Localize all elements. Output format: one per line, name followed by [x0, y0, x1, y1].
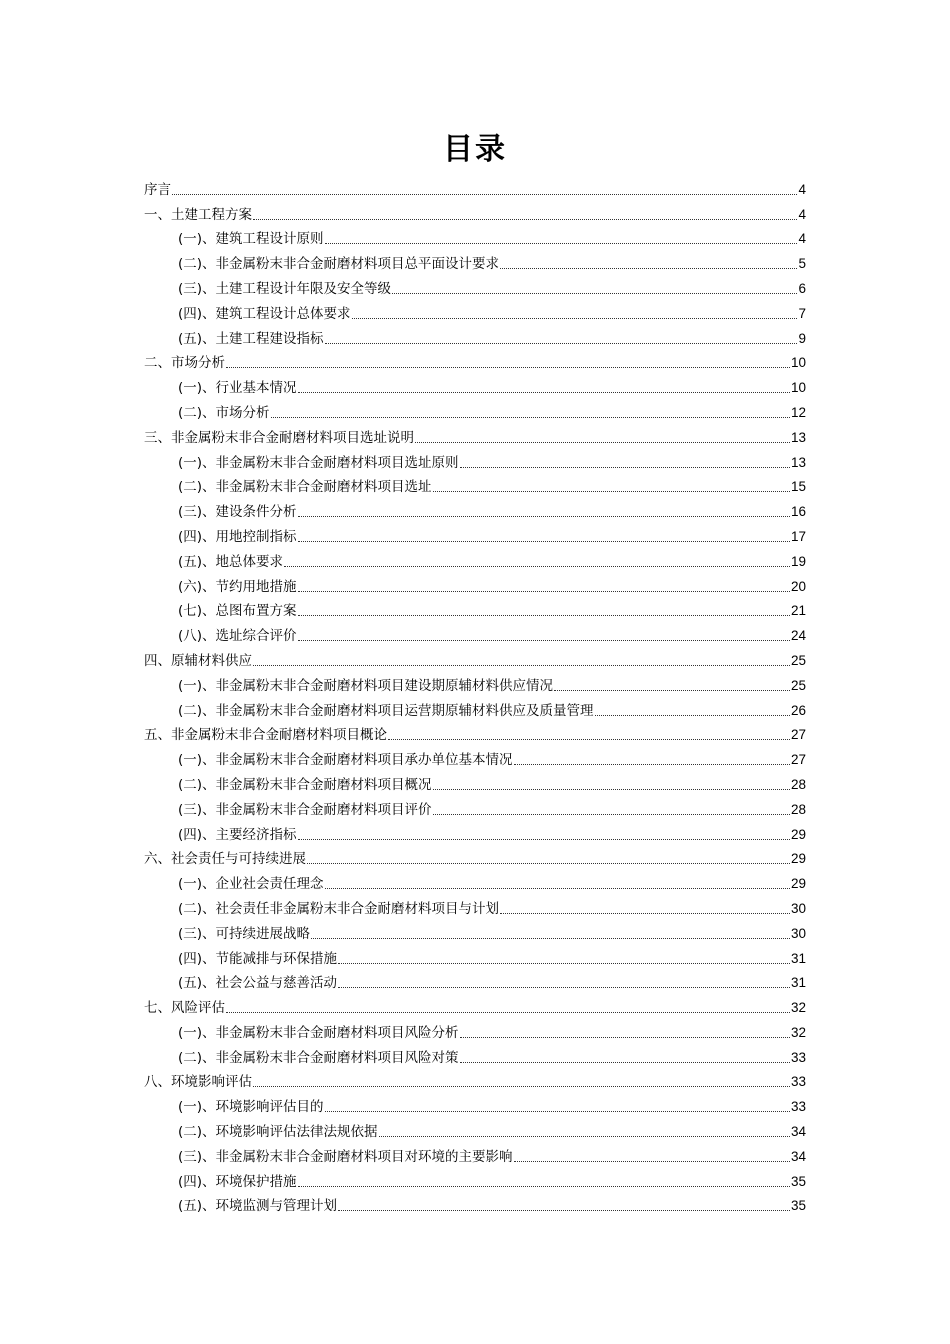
toc-entry-text: 八、环境影响评估 — [144, 1074, 252, 1091]
toc-entry-page-number: 13 — [790, 429, 806, 445]
toc-entry-text: (六)、节约用地措施 — [178, 578, 297, 595]
toc-entry-page-number: 4 — [798, 231, 806, 247]
toc-entry-text: (二)、非金属粉末非合金耐磨材料项目风险对策 — [178, 1049, 459, 1066]
toc-entry[interactable] — [144, 645, 806, 670]
toc-entry-page-number: 33 — [790, 1074, 806, 1090]
toc-dot-leader — [298, 590, 790, 592]
toc-dot-leader — [392, 292, 797, 294]
toc-entry-page-number: 32 — [790, 1024, 806, 1040]
toc-entry[interactable] — [144, 447, 806, 472]
toc-dot-leader — [460, 1036, 790, 1038]
toc-entry[interactable] — [144, 298, 806, 323]
toc-entry-page-number: 31 — [790, 975, 806, 991]
toc-entry-page-number: 25 — [790, 652, 806, 668]
toc-entry[interactable] — [144, 943, 806, 968]
toc-entry-text: (二)、社会责任非金属粉末非合金耐磨材料项目与计划 — [178, 900, 500, 917]
toc-entry[interactable] — [144, 1141, 806, 1166]
toc-entry-page-number: 35 — [790, 1198, 806, 1214]
toc-entry-text: (三)、土建工程设计年限及安全等级 — [178, 280, 392, 297]
toc-entry-page-number: 4 — [798, 206, 806, 222]
toc-entry-page-number: 29 — [790, 826, 806, 842]
toc-entry-page-number: 34 — [790, 1124, 806, 1140]
toc-entry[interactable] — [144, 893, 806, 918]
toc-dot-leader — [514, 763, 790, 765]
toc-dot-leader — [433, 813, 790, 815]
toc-entry-text: (一)、企业社会责任理念 — [178, 876, 324, 893]
toc-dot-leader — [338, 962, 790, 964]
toc-entry-page-number: 34 — [790, 1148, 806, 1164]
toc-entry-text: 七、风险评估 — [144, 1000, 225, 1017]
toc-list — [144, 174, 806, 1215]
toc-entry-text: (一)、非金属粉末非合金耐磨材料项目选址原则 — [178, 454, 459, 471]
toc-entry-text: (八)、选址综合评价 — [178, 628, 297, 645]
toc-entry[interactable] — [144, 744, 806, 769]
toc-entry[interactable] — [144, 794, 806, 819]
toc-entry-page-number: 32 — [790, 1000, 806, 1016]
toc-entry-page-number: 12 — [790, 404, 806, 420]
toc-entry-text: (三)、可持续进展战略 — [178, 925, 311, 942]
toc-dot-leader — [271, 416, 790, 418]
toc-entry[interactable] — [144, 397, 806, 422]
toc-entry[interactable] — [144, 1067, 806, 1092]
toc-entry-text: (二)、非金属粉末非合金耐磨材料项目概况 — [178, 776, 432, 793]
toc-entry[interactable] — [144, 769, 806, 794]
toc-entry[interactable] — [144, 1191, 806, 1216]
toc-entry[interactable] — [144, 918, 806, 943]
toc-dot-leader — [338, 1209, 790, 1211]
toc-entry-page-number: 5 — [798, 256, 806, 272]
toc-entry-page-number: 15 — [790, 479, 806, 495]
toc-entry-text: 三、非金属粉末非合金耐磨材料项目选址说明 — [144, 429, 414, 446]
toc-dot-leader — [253, 664, 790, 666]
toc-dot-leader — [500, 912, 790, 914]
toc-entry-text: (五)、地总体要求 — [178, 553, 284, 570]
toc-entry-page-number: 19 — [790, 553, 806, 569]
toc-entry-page-number: 30 — [790, 925, 806, 941]
toc-entry[interactable] — [144, 670, 806, 695]
toc-dot-leader — [298, 614, 790, 616]
toc-entry-page-number: 30 — [790, 900, 806, 916]
toc-entry[interactable] — [144, 546, 806, 571]
toc-entry-page-number: 24 — [790, 628, 806, 644]
toc-dot-leader — [433, 490, 790, 492]
toc-dot-leader — [226, 1011, 790, 1013]
toc-entry[interactable] — [144, 1116, 806, 1141]
toc-entry-text: (五)、环境监测与管理计划 — [178, 1198, 338, 1215]
toc-entry-text: 四、原辅材料供应 — [144, 652, 252, 669]
toc-entry-text: (二)、非金属粉末非合金耐磨材料项目总平面设计要求 — [178, 256, 500, 273]
toc-entry-page-number: 17 — [790, 528, 806, 544]
toc-entry[interactable] — [144, 372, 806, 397]
toc-entry-text: (三)、非金属粉末非合金耐磨材料项目评价 — [178, 801, 432, 818]
toc-entry-page-number: 33 — [790, 1049, 806, 1065]
toc-entry[interactable] — [144, 348, 806, 373]
toc-entry-page-number: 25 — [790, 677, 806, 693]
toc-entry-page-number: 7 — [798, 305, 806, 321]
toc-dot-leader — [298, 540, 790, 542]
toc-entry-text: (四)、环境保护措施 — [178, 1173, 297, 1190]
toc-entry-text: (一)、建筑工程设计原则 — [178, 231, 324, 248]
toc-entry-text: (三)、非金属粉末非合金耐磨材料项目对环境的主要影响 — [178, 1148, 513, 1165]
toc-dot-leader — [298, 838, 790, 840]
toc-entry-text: (四)、节能减排与环保措施 — [178, 950, 338, 967]
toc-dot-leader — [298, 391, 790, 393]
toc-dot-leader — [253, 218, 797, 220]
toc-dot-leader — [595, 714, 790, 716]
toc-entry-text: (一)、非金属粉末非合金耐磨材料项目建设期原辅材料供应情况 — [178, 677, 554, 694]
toc-entry-page-number: 20 — [790, 578, 806, 594]
toc-dot-leader — [433, 788, 790, 790]
toc-dot-leader — [388, 738, 790, 740]
toc-entry-text: (一)、环境影响评估目的 — [178, 1099, 324, 1116]
toc-entry-page-number: 31 — [790, 950, 806, 966]
toc-dot-leader — [307, 862, 790, 864]
toc-entry-page-number: 10 — [790, 355, 806, 371]
toc-entry[interactable] — [144, 472, 806, 497]
toc-entry-page-number: 9 — [798, 330, 806, 346]
toc-entry-page-number: 35 — [790, 1173, 806, 1189]
toc-dot-leader — [311, 937, 790, 939]
toc-entry-text: (二)、市场分析 — [178, 404, 270, 421]
toc-entry-text: (一)、非金属粉末非合金耐磨材料项目承办单位基本情况 — [178, 752, 513, 769]
toc-dot-leader — [415, 441, 790, 443]
toc-entry-page-number: 16 — [790, 504, 806, 520]
toc-entry-page-number: 29 — [790, 851, 806, 867]
toc-entry[interactable] — [144, 323, 806, 348]
toc-dot-leader — [298, 515, 790, 517]
toc-entry[interactable] — [144, 844, 806, 869]
toc-entry-page-number: 26 — [790, 702, 806, 718]
toc-entry[interactable] — [144, 695, 806, 720]
toc-entry[interactable] — [144, 620, 806, 645]
toc-entry-text: (一)、行业基本情况 — [178, 380, 297, 397]
toc-dot-leader — [325, 342, 798, 344]
toc-entry[interactable] — [144, 596, 806, 621]
toc-dot-leader — [514, 1160, 790, 1162]
toc-entry[interactable] — [144, 199, 806, 224]
toc-dot-leader — [298, 639, 790, 641]
toc-entry-text: (一)、非金属粉末非合金耐磨材料项目风险分析 — [178, 1024, 459, 1041]
toc-dot-leader — [500, 267, 797, 269]
toc-entry-page-number: 28 — [790, 776, 806, 792]
toc-dot-leader — [379, 1135, 790, 1137]
toc-entry-page-number: 21 — [790, 603, 806, 619]
toc-entry[interactable] — [144, 720, 806, 745]
toc-entry[interactable] — [144, 1017, 806, 1042]
toc-entry-page-number: 27 — [790, 727, 806, 743]
toc-entry[interactable] — [144, 1091, 806, 1116]
toc-dot-leader — [172, 193, 797, 195]
toc-entry[interactable] — [144, 868, 806, 893]
toc-dot-leader — [338, 986, 790, 988]
toc-entry[interactable] — [144, 422, 806, 447]
toc-entry-text: (四)、主要经济指标 — [178, 826, 297, 843]
toc-entry-text: (二)、非金属粉末非合金耐磨材料项目运营期原辅材料供应及质量管理 — [178, 702, 594, 719]
toc-entry-text: (二)、非金属粉末非合金耐磨材料项目选址 — [178, 479, 432, 496]
toc-dot-leader — [325, 887, 790, 889]
toc-entry-page-number: 29 — [790, 876, 806, 892]
toc-entry-text: 二、市场分析 — [144, 355, 225, 372]
toc-entry[interactable] — [144, 248, 806, 273]
toc-entry[interactable] — [144, 224, 806, 249]
toc-entry-page-number: 4 — [798, 181, 806, 197]
toc-dot-leader — [460, 466, 790, 468]
toc-dot-leader — [298, 1185, 790, 1187]
toc-entry[interactable] — [144, 1166, 806, 1191]
toc-entry-text: 五、非金属粉末非合金耐磨材料项目概论 — [144, 727, 387, 744]
toc-dot-leader — [554, 689, 790, 691]
toc-entry-text: (四)、建筑工程设计总体要求 — [178, 305, 351, 322]
toc-entry-text: (五)、土建工程建设指标 — [178, 330, 324, 347]
toc-dot-leader — [226, 366, 790, 368]
toc-dot-leader — [325, 1110, 790, 1112]
toc-entry-text: 六、社会责任与可持续进展 — [144, 851, 306, 868]
toc-entry[interactable] — [144, 496, 806, 521]
toc-entry[interactable] — [144, 174, 806, 199]
toc-dot-leader — [284, 565, 790, 567]
toc-entry-page-number: 6 — [798, 280, 806, 296]
toc-entry[interactable] — [144, 1042, 806, 1067]
toc-entry[interactable] — [144, 521, 806, 546]
toc-entry-text: (五)、社会公益与慈善活动 — [178, 975, 338, 992]
toc-entry-page-number: 13 — [790, 454, 806, 470]
toc-entry[interactable] — [144, 992, 806, 1017]
toc-entry-text: 一、土建工程方案 — [144, 206, 252, 223]
toc-entry[interactable] — [144, 571, 806, 596]
toc-dot-leader — [460, 1061, 790, 1063]
toc-dot-leader — [352, 317, 798, 319]
toc-entry-text: (七)、总图布置方案 — [178, 603, 297, 620]
toc-entry-page-number: 33 — [790, 1099, 806, 1115]
toc-entry[interactable] — [144, 273, 806, 298]
toc-entry-text: 序言 — [144, 181, 171, 198]
toc-entry-page-number: 10 — [790, 380, 806, 396]
toc-entry-text: (二)、环境影响评估法律法规依据 — [178, 1124, 378, 1141]
toc-entry-text: (四)、用地控制指标 — [178, 528, 297, 545]
toc-dot-leader — [325, 242, 798, 244]
toc-entry[interactable] — [144, 819, 806, 844]
toc-entry[interactable] — [144, 968, 806, 993]
toc-dot-leader — [253, 1085, 790, 1087]
toc-entry-page-number: 27 — [790, 752, 806, 768]
toc-entry-page-number: 28 — [790, 801, 806, 817]
toc-entry-text: (三)、建设条件分析 — [178, 504, 297, 521]
toc-title: 目录 — [443, 132, 507, 167]
